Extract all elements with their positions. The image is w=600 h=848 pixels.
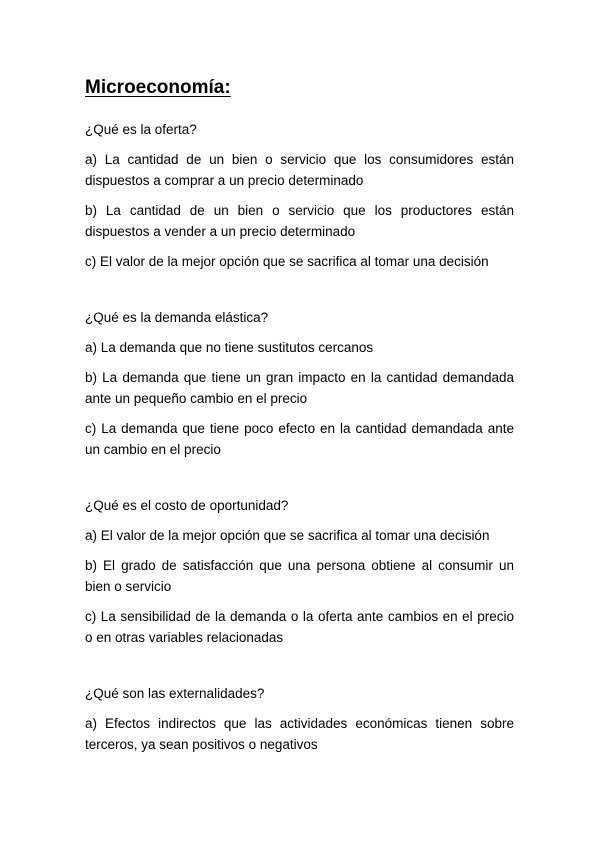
- question-block-2: [85, 308, 514, 460]
- answer-option: a) Efectos indirectos que las actividades económicas tienen sobre terceros, ya sean positivos o negativos: [85, 716, 514, 752]
- answer-option: b) El grado de satisfacción que una persona obtiene al consumir un bien o servicio: [85, 558, 514, 594]
- question-block-3: [85, 496, 514, 648]
- question-text: ¿Qué es la demanda elástica?: [85, 310, 269, 325]
- answer-option: b) La demanda que tiene un gran impacto en la cantidad demandada ante un pequeño cambio en el precio: [85, 370, 514, 406]
- answer-option: a) La demanda que no tiene sustitutos cercanos: [85, 340, 374, 355]
- document-page: [85, 76, 514, 791]
- answer-option: c) El valor de la mejor opción que se sacrifica al tomar una decisión: [85, 254, 489, 269]
- answer-option: c) La demanda que tiene poco efecto en la cantidad demandada ante un cambio en el precio: [85, 421, 514, 457]
- question-text: ¿Qué son las externalidades?: [85, 686, 265, 701]
- question-block-4: [85, 684, 514, 755]
- answer-option: b) La cantidad de un bien o servicio que los productores están dispuestos a vender a un precio determinado: [85, 203, 514, 239]
- question-text: ¿Qué es la oferta?: [85, 122, 197, 137]
- page-title: Microeconomía:: [85, 77, 231, 98]
- question-text: ¿Qué es el costo de oportunidad?: [85, 498, 289, 513]
- answer-option: a) La cantidad de un bien o servicio que los consumidores están dispuestos a comprar a un precio determinado: [85, 152, 514, 188]
- answer-option: a) El valor de la mejor opción que se sacrifica al tomar una decisión: [85, 528, 490, 543]
- question-block-1: [85, 120, 514, 272]
- answer-option: c) La sensibilidad de la demanda o la oferta ante cambios en el precio o en otras variables relacionadas: [85, 609, 514, 645]
